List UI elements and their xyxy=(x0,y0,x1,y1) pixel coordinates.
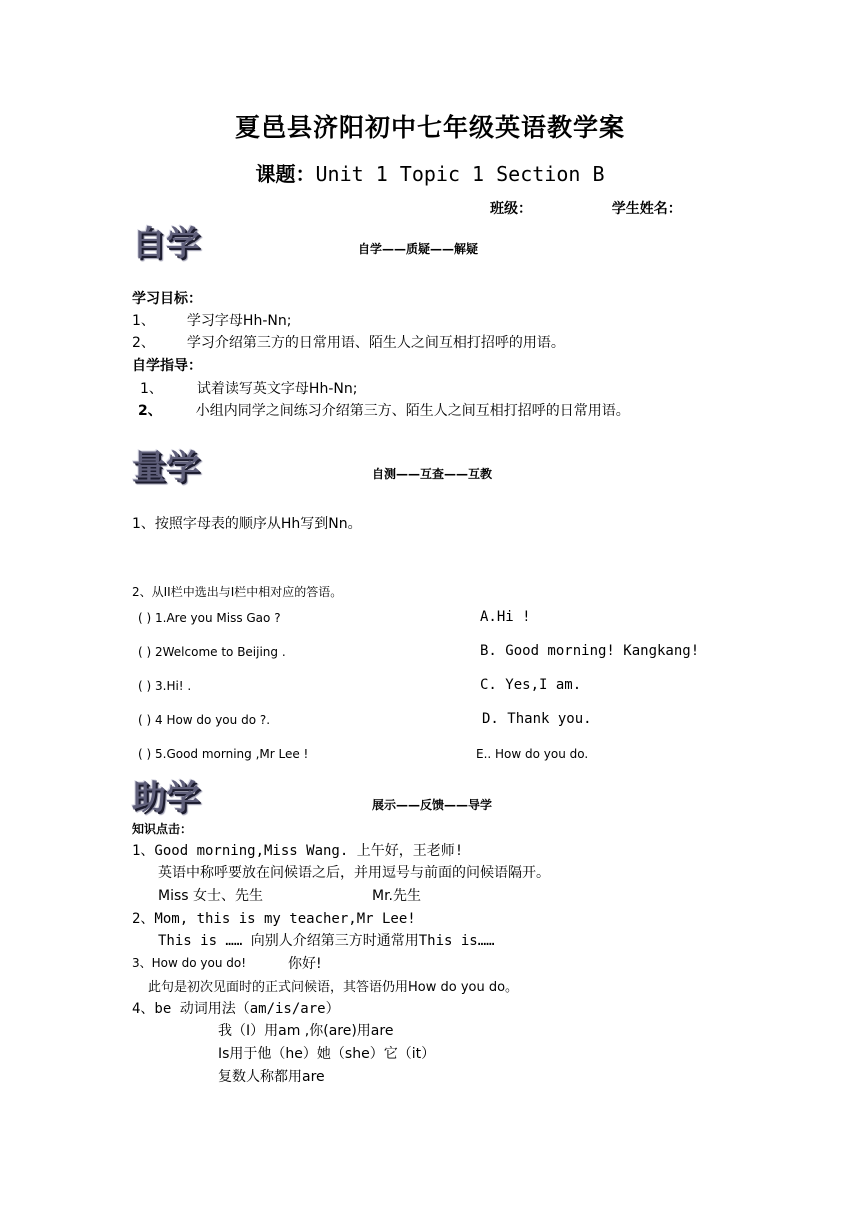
match-right-1: A.Hi ! xyxy=(480,609,531,625)
goal-number: 2、 xyxy=(132,335,155,351)
knowledge-line: 复数人称都用are xyxy=(218,1069,325,1085)
topic-label: 课题： xyxy=(255,162,316,186)
knowledge-line: Miss 女士、先生 xyxy=(158,888,264,904)
goal-item xyxy=(132,310,291,330)
guide-item xyxy=(140,378,357,398)
class-label: 班级： xyxy=(490,201,532,217)
match-right-3: C. Yes,I am. xyxy=(480,677,582,693)
student-name-label: 学生姓名： xyxy=(611,201,682,217)
guide-label: 自学指导： xyxy=(132,358,202,374)
knowledge-line: 1、Good morning,Miss Wang. 上午好，王老师! xyxy=(132,843,464,859)
guide-text: 小组内同学之间练习介绍第三方、陌生人之间互相打招呼的日常用语。 xyxy=(195,403,630,419)
knowledge-line: 2、Mom, this is my teacher,Mr Lee! xyxy=(132,911,416,927)
guide-number: 2、 xyxy=(138,403,162,419)
knowledge-line: This is …… 向别人介绍第三方时通常用This is…… xyxy=(158,933,495,949)
knowledge-line: 你好! xyxy=(288,956,322,972)
knowledge-line: Mr.先生 xyxy=(372,888,421,904)
match-right-2: B. Good morning! Kangkang! xyxy=(480,643,700,659)
question-2: 2、从II栏中选出与I栏中相对应的答语。 xyxy=(132,585,343,599)
section-heading-zhuxue: 助学 xyxy=(132,778,200,818)
goal-item xyxy=(132,332,565,352)
knowledge-line: 4、be 动词用法（am/is/are） xyxy=(132,1001,340,1017)
match-right-4: D. Thank you. xyxy=(482,711,592,727)
topic-line xyxy=(0,158,860,187)
question-1: 1、按照字母表的顺序从Hh写到Nn。 xyxy=(132,516,362,532)
section-subtitle-liangxue: 自测——互查——互教 xyxy=(372,467,493,481)
knowledge-line: Is用于他（he）她（she）它（it） xyxy=(218,1046,436,1062)
topic-text: Unit 1 Topic 1 Section B xyxy=(315,162,605,186)
document-title: 夏邑县济阳初中七年级英语教学案 xyxy=(234,113,625,142)
section-heading-zixue: 自学 xyxy=(132,224,200,264)
guide-number: 1、 xyxy=(140,381,163,397)
knowledge-label: 知识点击： xyxy=(132,822,193,836)
section-heading-liangxue: 量学 xyxy=(132,448,200,488)
knowledge-line: 3、How do you do! xyxy=(132,956,247,970)
goal-text: 学习字母Hh-Nn; xyxy=(186,313,292,329)
match-left-2: ( ) 2Welcome to Beijing . xyxy=(138,645,286,659)
match-left-3: ( ) 3.Hi! . xyxy=(138,679,192,693)
match-left-4: ( ) 4 How do you do ?. xyxy=(138,713,271,727)
goal-number: 1、 xyxy=(132,313,155,329)
class-name-line xyxy=(490,198,682,218)
goal-text: 学习介绍第三方的日常用语、陌生人之间互相打招呼的用语。 xyxy=(186,335,565,351)
knowledge-line: 我（I）用am ,你(are)用are xyxy=(218,1023,394,1039)
match-right-5: E.. How do you do. xyxy=(476,747,589,761)
section-subtitle-zixue: 自学——质疑——解疑 xyxy=(358,242,479,256)
guide-text: 试着读写英文字母Hh-Nn; xyxy=(196,381,358,397)
section-subtitle-zhuxue: 展示——反馈——导学 xyxy=(372,798,493,812)
knowledge-line: 此句是初次见面时的正式问候语，其答语仍用How do you do。 xyxy=(148,980,519,995)
match-left-1: ( ) 1.Are you Miss Gao ? xyxy=(138,611,281,625)
goals-label: 学习目标： xyxy=(132,291,202,307)
guide-item xyxy=(138,400,630,420)
knowledge-line: 英语中称呼要放在问候语之后，并用逗号与前面的问候语隔开。 xyxy=(158,865,550,881)
match-left-5: ( ) 5.Good morning ,Mr Lee ! xyxy=(138,747,309,761)
